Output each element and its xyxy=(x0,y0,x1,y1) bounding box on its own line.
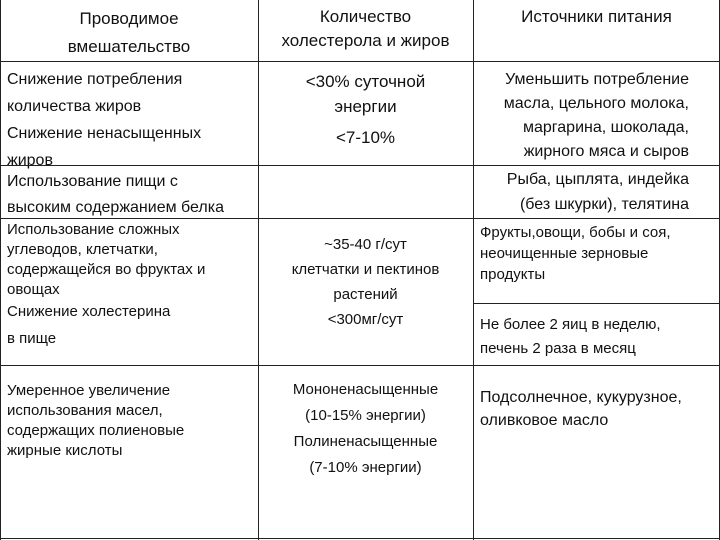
cell-text: клетчатки и пектинов xyxy=(291,261,440,278)
cell-text: углеводов, клетчатки, xyxy=(7,241,158,258)
cell-text: (10-15% энергии) xyxy=(305,407,426,424)
cell-text: жирные кислоты xyxy=(7,442,123,459)
header-text: Проводимое xyxy=(79,9,179,28)
cell-text: количества жиров xyxy=(7,98,142,115)
header-text: вмешательство xyxy=(67,37,191,56)
header-text: Источники питания xyxy=(521,7,672,26)
cell-text: Снижение потребления xyxy=(7,71,183,88)
row1-amount xyxy=(258,69,473,150)
header-intervention xyxy=(0,5,258,61)
cell-text: Полиненасыщенные xyxy=(293,433,438,450)
row1-sources xyxy=(476,68,689,164)
row2-sources xyxy=(476,167,689,217)
cell-text: <30% суточной xyxy=(305,72,426,91)
cell-text: Подсолнечное, кукурузное, xyxy=(480,389,682,406)
cell-text: растений xyxy=(333,286,398,303)
cell-text: Мононенасыщенные xyxy=(292,381,439,398)
row-divider xyxy=(0,365,720,366)
cell-text: использования масел, xyxy=(7,402,163,419)
cell-text: жиров xyxy=(7,152,53,169)
cell-text: <300мг/сут xyxy=(327,311,404,328)
header-text: холестерола и жиров xyxy=(281,31,450,50)
cell-text: (без шкурки), телятина xyxy=(519,196,689,213)
row4-sources xyxy=(480,386,718,432)
cell-text: (7-10% энергии) xyxy=(309,459,422,476)
cell-text: продукты xyxy=(480,266,546,283)
cell-text: жирного мяса и сыров xyxy=(523,143,689,160)
cell-text: в пище xyxy=(7,330,57,347)
cell-text: высоким содержанием белка xyxy=(7,199,224,216)
cell-text: Не более 2 яиц в неделю, xyxy=(480,316,661,333)
cell-text: содержащих полиеновые xyxy=(7,422,185,439)
row3-amount xyxy=(258,232,473,332)
column-divider-2 xyxy=(473,0,474,540)
cell-text: оливковое масло xyxy=(480,412,609,429)
cell-text: Рыба, цыплята, индейка xyxy=(506,171,689,188)
row2-intervention xyxy=(7,169,255,221)
row4-amount xyxy=(258,377,473,481)
cell-text: ~35-40 г/сут xyxy=(324,236,407,253)
cell-text: Использование сложных xyxy=(7,221,180,238)
row3-sources xyxy=(480,222,716,285)
cell-text: маргарина, шоколада, xyxy=(522,119,689,136)
header-sources xyxy=(473,5,720,29)
cell-text: печень 2 раза в месяц xyxy=(480,340,636,357)
row3-sources-extra xyxy=(480,313,716,361)
cell-text: масла, цельного молока, xyxy=(503,95,689,112)
row3-intervention xyxy=(7,220,257,354)
table-border-left xyxy=(0,0,1,540)
header-amount xyxy=(258,5,473,53)
header-divider xyxy=(0,61,720,62)
cell-text: энергии xyxy=(334,97,397,116)
row-divider xyxy=(473,303,720,304)
cell-text: Снижение ненасыщенных xyxy=(7,125,202,142)
row4-intervention xyxy=(7,381,257,461)
cell-text: овощах xyxy=(7,281,60,298)
cell-text: Умеренное увеличение xyxy=(7,382,171,399)
cell-text: Уменьшить потребление xyxy=(505,71,689,88)
cell-text: <7-10% xyxy=(335,128,396,147)
table-border-bottom xyxy=(0,538,720,539)
row1-intervention xyxy=(7,66,255,174)
cell-text: Использование пищи с xyxy=(7,173,178,190)
cell-text: неочищенные зерновые xyxy=(480,245,649,262)
header-text: Количество xyxy=(319,7,412,26)
cell-text: содержащейся во фруктах и xyxy=(7,261,206,278)
cell-text: Снижение холестерина xyxy=(7,303,171,320)
cell-text: Фрукты,овощи, бобы и соя, xyxy=(480,224,671,241)
